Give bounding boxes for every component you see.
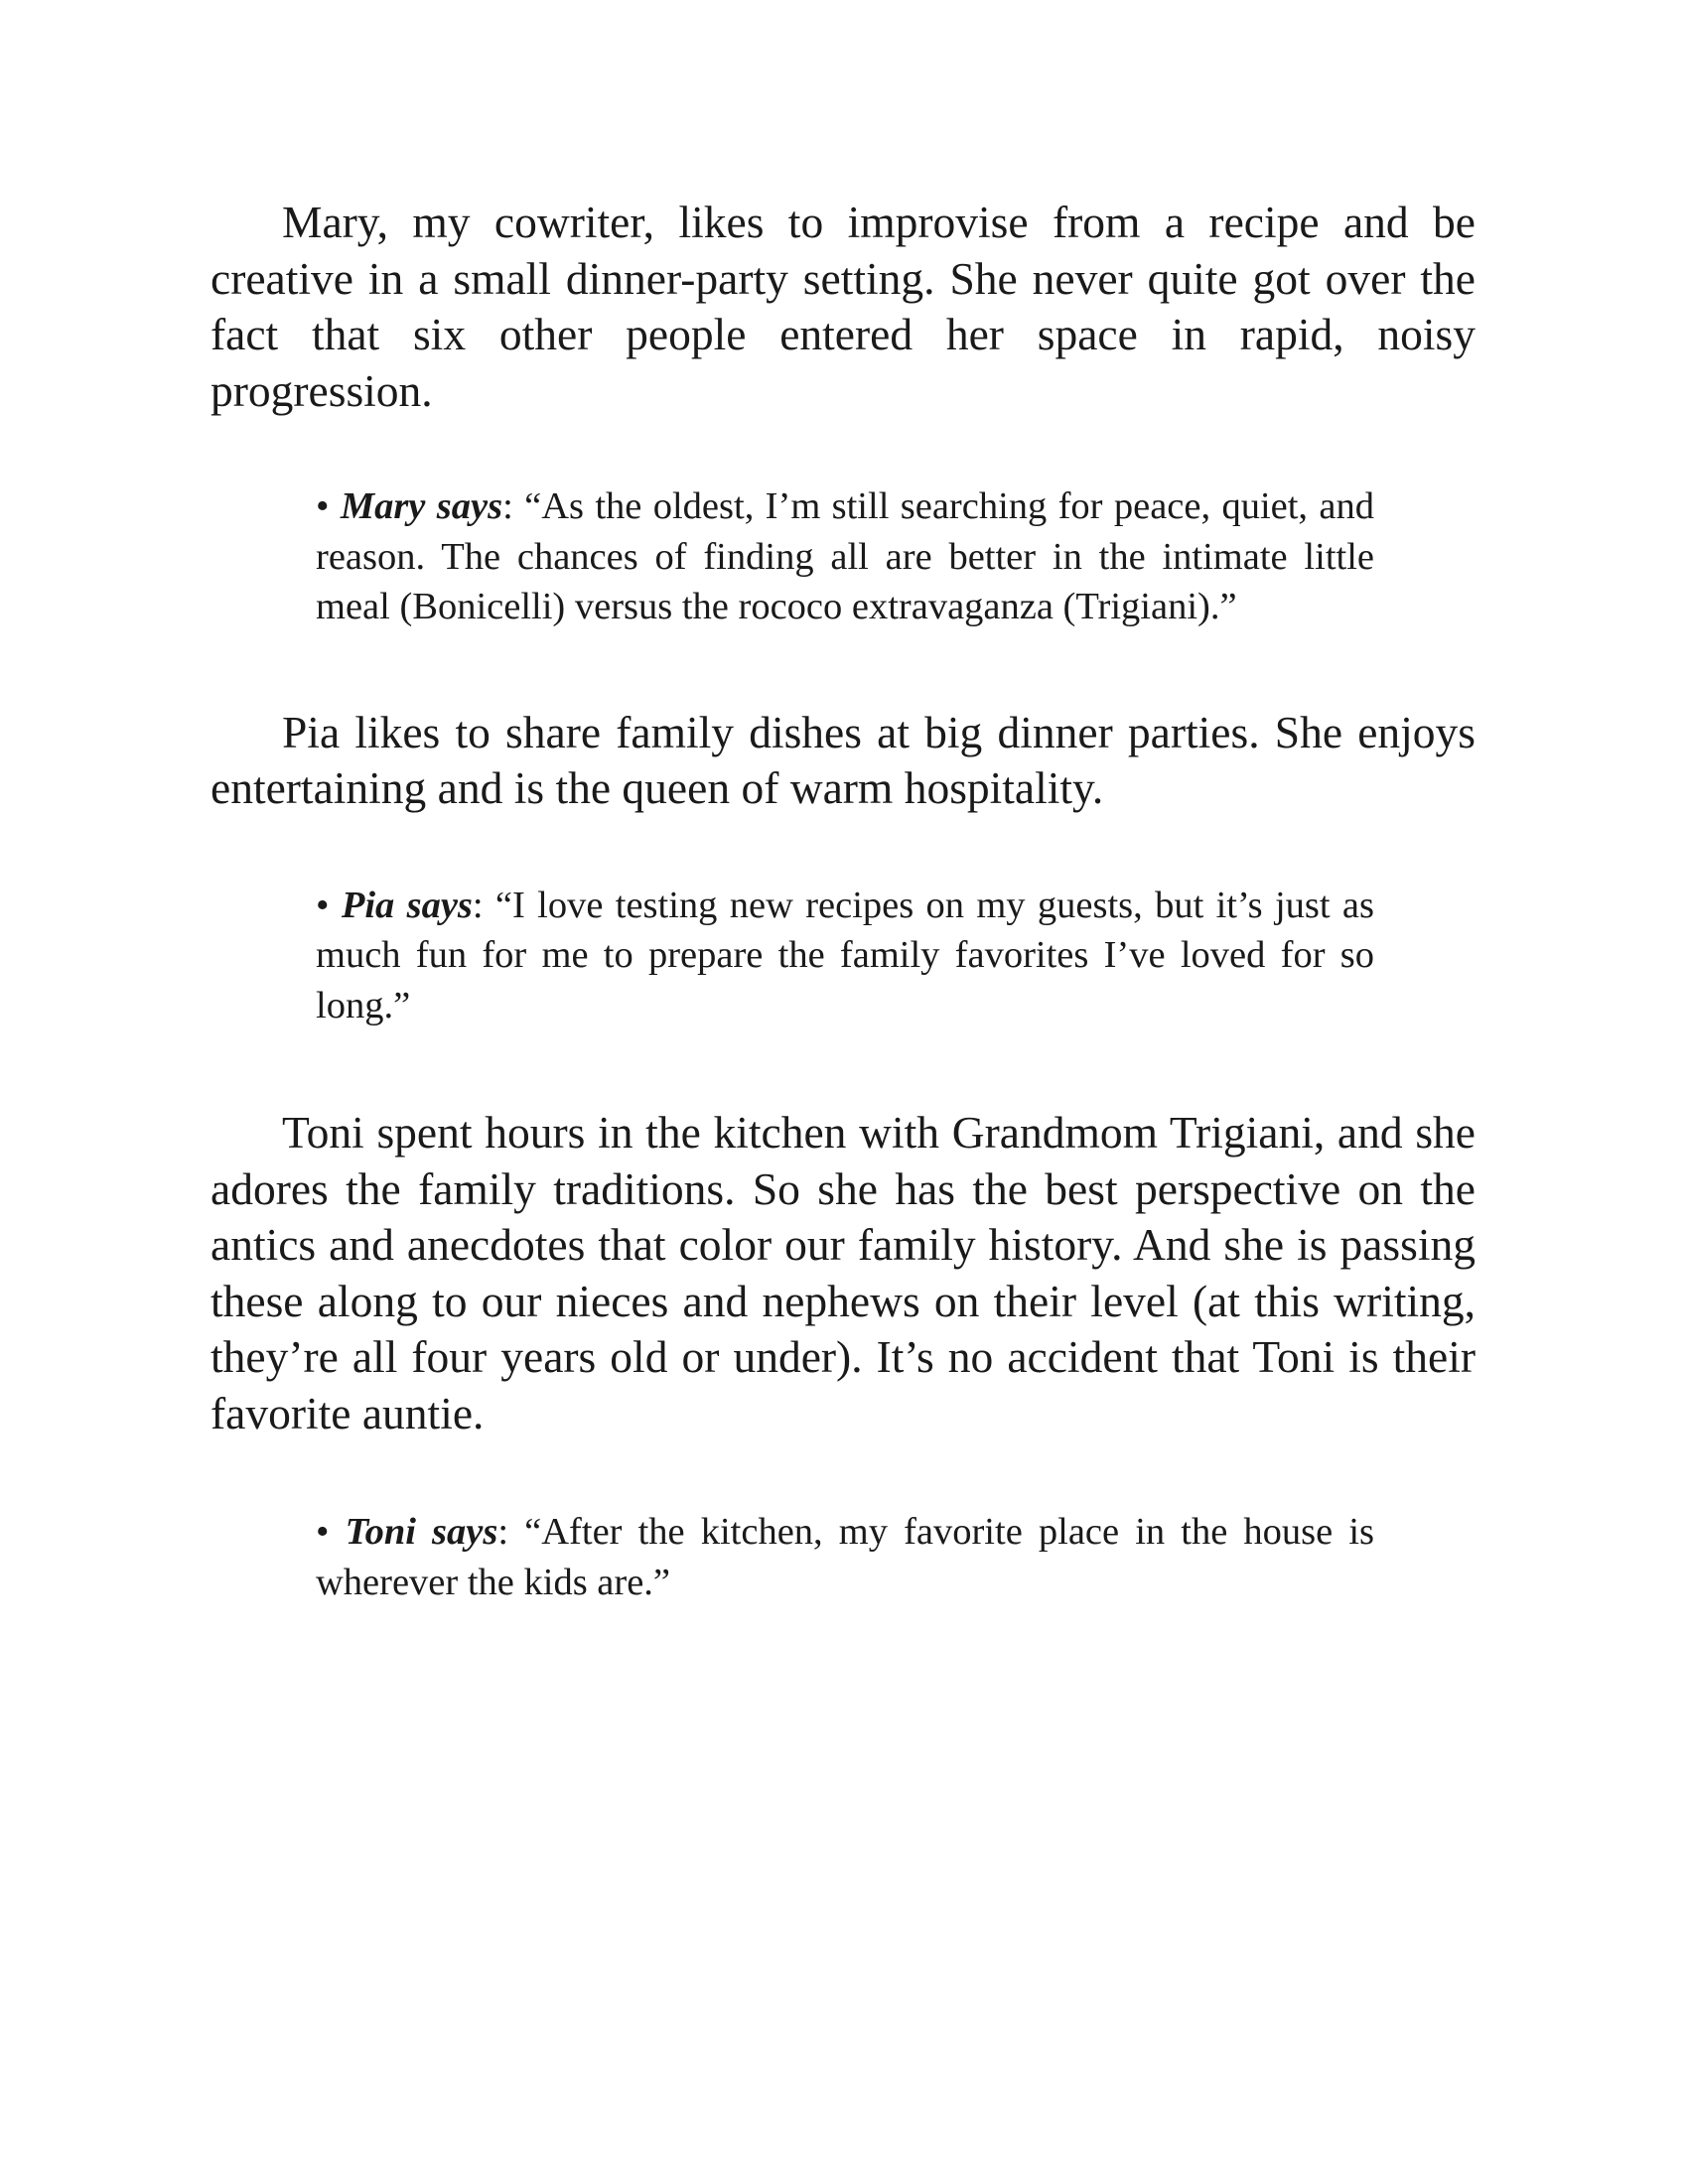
bullet: •: [316, 1511, 330, 1553]
quote-pia: [316, 881, 1374, 1031]
speaker-mary: Mary says: [340, 485, 503, 527]
document-page: [211, 195, 1476, 1607]
quote-toni: [316, 1507, 1374, 1607]
quote-mary: [316, 481, 1374, 632]
quote-text-mary: : “As the oldest, I’m still searching for peace, quiet, and reason. The chances of finding all are better in the intimate little meal (Bonicelli) versus the rococo extravaganza (Trigiani).”: [316, 485, 1374, 627]
speaker-pia: Pia says: [341, 884, 473, 926]
paragraph-pia: Pia likes to share family dishes at big dinner parties. She enjoys entertaining and is the queen of warm hospitality.: [211, 706, 1476, 813]
paragraph-mary: Mary, my cowriter, likes to improvise from a recipe and be creative in a small dinner-party setting. She never quite got over the fact that six other people entered her space in rapid, noisy progression.: [211, 197, 1476, 416]
bullet: •: [316, 485, 330, 527]
quote-text-pia: : “I love testing new recipes on my guests, but it’s just as much fun for me to prepare the family favorites I’ve loved for so long.”: [316, 884, 1374, 1026]
bullet: •: [316, 884, 330, 926]
quote-text-toni: : “After the kitchen, my favorite place in the house is wherever the kids are.”: [316, 1511, 1375, 1603]
paragraph-toni: Toni spent hours in the kitchen with Grandmom Trigiani, and she adores the family traditions. So she has the best perspective on the antics and anecdotes that color our family history. And she is passing these along to our nieces and nephews on their level (at this writing, they’re all four years old or under). It’s no accident that Toni is their favorite auntie.: [211, 1107, 1476, 1438]
speaker-toni: Toni says: [345, 1511, 498, 1553]
